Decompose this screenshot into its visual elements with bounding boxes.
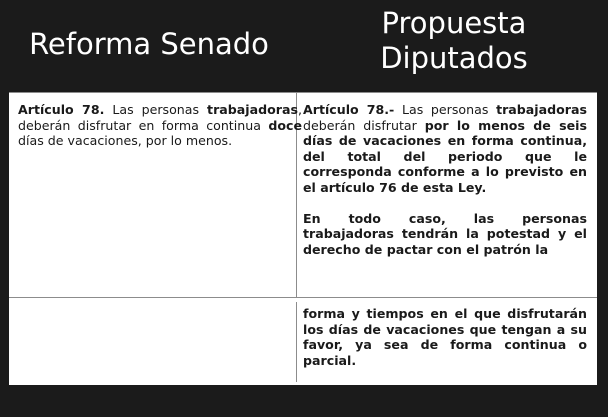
right-article-number: Artículo 78.- xyxy=(303,102,395,117)
right-paragraph-2-part-2 xyxy=(303,306,587,368)
left-text-1: Las personas xyxy=(104,102,208,117)
header-left-text: Reforma Senado xyxy=(29,27,269,61)
left-text-3: días de vacaciones, por lo menos. xyxy=(18,133,233,149)
left-article-cell xyxy=(18,102,302,149)
right-paragraph-2-part-1 xyxy=(303,211,587,258)
right-article-cell-continued xyxy=(303,306,587,368)
paragraph-spacer xyxy=(303,196,587,211)
right-bold-forma-y-tiempos: forma y tiempos en el que disfrutarán los días de vacaciones que tengan a su favor, ya sea de forma continua o parcial. xyxy=(303,306,587,368)
header-reforma-senado xyxy=(0,27,298,62)
right-article-cell xyxy=(303,102,587,257)
left-article-paragraph xyxy=(18,102,302,149)
left-text-2: , deberán disfrutar en forma continua xyxy=(18,102,302,133)
header-right-line1: Propuesta xyxy=(381,6,527,40)
right-bold-trabajadoras: trabajadoras xyxy=(496,102,587,117)
left-bold-doce: doce xyxy=(268,117,302,133)
table-top-border xyxy=(9,92,597,93)
right-bold-seis-dias: por lo menos de seis días de vacaciones en forma continua, del total del periodo que le corresponda conforme a lo previsto en el artículo 76 de esta Ley. xyxy=(303,117,587,195)
left-article-number: Artículo 78. xyxy=(18,102,105,117)
left-bold-trabajadoras: trabajadoras xyxy=(207,102,298,117)
right-text-2: deberán disfrutar xyxy=(303,117,425,133)
right-article-paragraph xyxy=(303,102,587,196)
header-right-line2: Diputados xyxy=(380,41,528,75)
right-bold-en-todo-caso: En todo caso, las personas trabajadoras tendrán la potestad y el derecho de pactar con el patrón la xyxy=(303,210,587,257)
comparison-table xyxy=(9,92,597,385)
right-text-1: Las personas xyxy=(394,102,497,117)
table-mid-border xyxy=(9,297,597,298)
header-propuesta-diputados xyxy=(300,6,608,76)
table-column-divider-lower xyxy=(296,302,297,382)
